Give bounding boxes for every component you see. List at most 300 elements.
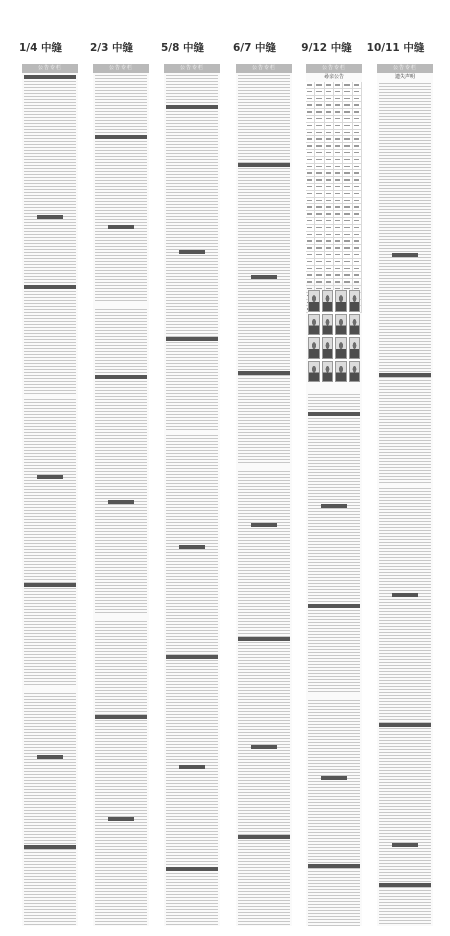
table-cell <box>325 245 334 251</box>
table-cell <box>353 252 362 258</box>
column-header: 公告专栏 <box>164 64 220 73</box>
table-cell <box>343 157 352 163</box>
column-title-5-8: 5/8 中缝 <box>160 42 205 54</box>
notice-heading <box>95 715 147 719</box>
table-row <box>306 266 362 273</box>
table-cell <box>325 164 334 170</box>
paragraph-gap <box>379 483 431 488</box>
table-cell <box>315 157 324 163</box>
table-cell <box>315 123 324 129</box>
column-header: 公告专栏 <box>236 64 292 73</box>
table-cell <box>343 102 352 108</box>
table-row <box>306 157 362 164</box>
table-row <box>306 96 362 103</box>
notice-subheading: 尋亲公告 <box>306 74 362 81</box>
table-cell <box>325 96 334 102</box>
table-cell <box>306 252 315 258</box>
portrait-photo <box>335 337 347 359</box>
table-cell <box>353 157 362 163</box>
portrait-photo <box>322 361 334 383</box>
notice-column-1-4 <box>22 64 78 926</box>
notice-heading <box>392 253 418 257</box>
notice-heading <box>179 545 205 549</box>
table-cell <box>306 96 315 102</box>
table-cell <box>306 116 315 122</box>
table-cell <box>353 184 362 190</box>
table-cell <box>306 123 315 129</box>
table-cell <box>315 225 324 231</box>
roster-table <box>306 82 362 282</box>
table-row <box>306 170 362 177</box>
table-cell <box>325 191 334 197</box>
table-cell <box>315 136 324 142</box>
notice-heading <box>379 883 431 887</box>
table-cell <box>334 266 343 272</box>
table-row <box>306 259 362 266</box>
table-cell <box>343 204 352 210</box>
notice-heading <box>308 412 360 416</box>
paragraph-gap <box>308 694 360 698</box>
notice-subheading: 遗失声明 <box>377 74 433 81</box>
table-cell <box>334 130 343 136</box>
table-cell <box>306 232 315 238</box>
table-cell <box>306 272 315 278</box>
table-cell <box>343 272 352 278</box>
table-cell <box>353 272 362 278</box>
notice-heading <box>251 275 277 279</box>
table-cell <box>334 164 343 170</box>
table-cell <box>343 279 352 285</box>
table-row <box>306 232 362 239</box>
column-header: 公告专栏 <box>306 64 362 73</box>
notice-heading <box>108 500 134 504</box>
table-row <box>306 184 362 191</box>
table-cell <box>325 123 334 129</box>
table-cell <box>315 259 324 265</box>
column-title-9-12: 9/12 中缝 <box>301 42 352 54</box>
table-cell <box>306 164 315 170</box>
table-row <box>306 204 362 211</box>
table-cell <box>343 211 352 217</box>
table-cell <box>325 218 334 224</box>
portrait-photo <box>349 290 361 312</box>
table-cell <box>325 252 334 258</box>
notice-heading <box>308 604 360 608</box>
table-row <box>306 218 362 225</box>
table-cell <box>325 150 334 156</box>
paragraph-gap <box>95 615 147 619</box>
table-cell <box>306 198 315 204</box>
table-cell <box>315 177 324 183</box>
column-text-body <box>379 83 431 926</box>
table-cell <box>334 89 343 95</box>
table-cell <box>334 191 343 197</box>
table-cell <box>334 232 343 238</box>
table-cell <box>306 238 315 244</box>
table-cell <box>334 143 343 149</box>
table-cell <box>343 109 352 115</box>
portrait-photo <box>322 314 334 336</box>
table-cell <box>353 245 362 251</box>
table-cell <box>334 225 343 231</box>
table-cell <box>353 130 362 136</box>
table-cell <box>306 109 315 115</box>
table-row <box>306 130 362 137</box>
notice-heading <box>24 845 76 849</box>
portrait-photo <box>308 337 320 359</box>
portrait-photo <box>335 290 347 312</box>
table-cell <box>353 89 362 95</box>
table-cell <box>315 279 324 285</box>
table-cell <box>334 245 343 251</box>
table-row <box>306 225 362 232</box>
table-cell <box>343 245 352 251</box>
column-title-1-4: 1/4 中缝 <box>18 42 63 54</box>
table-cell <box>343 116 352 122</box>
portrait-photo <box>308 290 320 312</box>
column-text-body <box>24 75 76 926</box>
table-cell <box>325 130 334 136</box>
table-cell <box>343 225 352 231</box>
notice-heading <box>108 817 134 821</box>
table-row <box>306 272 362 279</box>
column-title-2-3: 2/3 中缝 <box>89 42 134 54</box>
table-cell <box>315 170 324 176</box>
table-cell <box>315 204 324 210</box>
table-row <box>306 177 362 184</box>
notice-heading <box>251 523 277 527</box>
table-cell <box>334 252 343 258</box>
column-text-body <box>166 75 218 926</box>
table-cell <box>334 238 343 244</box>
table-cell <box>343 136 352 142</box>
notice-heading <box>392 593 418 597</box>
column-title-6-7: 6/7 中缝 <box>232 42 277 54</box>
table-cell <box>334 211 343 217</box>
table-cell <box>325 116 334 122</box>
table-row <box>306 143 362 150</box>
table-cell <box>343 170 352 176</box>
table-cell <box>306 191 315 197</box>
table-cell <box>315 245 324 251</box>
table-cell <box>325 259 334 265</box>
table-cell <box>306 136 315 142</box>
table-cell <box>334 272 343 278</box>
table-cell <box>306 279 315 285</box>
column-text-body <box>238 75 290 926</box>
table-cell <box>325 157 334 163</box>
table-cell <box>315 82 324 88</box>
portrait-photo <box>349 314 361 336</box>
table-cell <box>325 177 334 183</box>
notice-heading <box>108 225 134 229</box>
notice-heading <box>238 835 290 839</box>
notice-heading <box>95 375 147 379</box>
table-cell <box>325 232 334 238</box>
column-header: 公告专栏 <box>93 64 149 73</box>
table-cell <box>325 279 334 285</box>
table-cell <box>353 123 362 129</box>
table-cell <box>334 218 343 224</box>
table-cell <box>315 130 324 136</box>
portrait-photo <box>322 290 334 312</box>
notice-heading <box>166 655 218 659</box>
table-cell <box>353 177 362 183</box>
table-cell <box>325 82 334 88</box>
table-cell <box>353 191 362 197</box>
table-row <box>306 238 362 245</box>
table-cell <box>334 102 343 108</box>
table-cell <box>343 130 352 136</box>
table-cell <box>334 150 343 156</box>
table-row <box>306 102 362 109</box>
notice-heading <box>24 583 76 587</box>
table-cell <box>315 96 324 102</box>
table-cell <box>315 102 324 108</box>
table-cell <box>353 150 362 156</box>
table-cell <box>343 252 352 258</box>
table-row <box>306 164 362 171</box>
table-cell <box>334 279 343 285</box>
table-row <box>306 211 362 218</box>
table-row <box>306 198 362 205</box>
table-cell <box>353 198 362 204</box>
table-row <box>306 191 362 198</box>
notice-heading <box>308 864 360 868</box>
table-cell <box>306 82 315 88</box>
portrait-photo <box>335 361 347 383</box>
table-cell <box>306 102 315 108</box>
table-cell <box>334 136 343 142</box>
paragraph-gap <box>166 431 218 435</box>
table-cell <box>353 204 362 210</box>
notice-heading <box>166 337 218 341</box>
table-cell <box>343 184 352 190</box>
table-cell <box>353 225 362 231</box>
notice-heading <box>238 163 290 167</box>
table-cell <box>306 170 315 176</box>
table-cell <box>315 143 324 149</box>
table-cell <box>315 89 324 95</box>
table-cell <box>315 218 324 224</box>
table-cell <box>343 259 352 265</box>
paragraph-gap <box>24 395 76 399</box>
table-cell <box>306 211 315 217</box>
notice-heading <box>37 475 63 479</box>
table-cell <box>315 232 324 238</box>
table-cell <box>315 116 324 122</box>
table-cell <box>315 109 324 115</box>
table-cell <box>325 102 334 108</box>
paragraph-gap <box>24 687 76 691</box>
portrait-photo <box>308 314 320 336</box>
table-cell <box>353 82 362 88</box>
table-cell <box>325 170 334 176</box>
notice-heading <box>321 776 347 780</box>
table-row <box>306 136 362 143</box>
table-cell <box>353 102 362 108</box>
table-cell <box>343 150 352 156</box>
notice-heading <box>179 765 205 769</box>
table-cell <box>334 170 343 176</box>
column-header: 公告专栏 <box>22 64 78 73</box>
notice-heading <box>238 637 290 641</box>
table-cell <box>343 82 352 88</box>
table-cell <box>334 116 343 122</box>
table-cell <box>343 232 352 238</box>
table-cell <box>325 272 334 278</box>
notice-heading <box>95 135 147 139</box>
table-cell <box>306 89 315 95</box>
portrait-photo <box>349 361 361 383</box>
table-cell <box>306 204 315 210</box>
table-row <box>306 150 362 157</box>
table-cell <box>325 211 334 217</box>
photo-grid <box>308 290 360 382</box>
table-cell <box>343 191 352 197</box>
notice-column-5-8 <box>164 64 220 926</box>
portrait-photo <box>308 361 320 383</box>
table-cell <box>315 272 324 278</box>
table-row <box>306 123 362 130</box>
table-cell <box>325 184 334 190</box>
table-cell <box>306 184 315 190</box>
column-header: 公告专栏 <box>377 64 433 73</box>
table-row <box>306 109 362 116</box>
table-cell <box>315 184 324 190</box>
table-cell <box>353 232 362 238</box>
table-row <box>306 116 362 123</box>
table-cell <box>334 198 343 204</box>
notice-heading <box>166 867 218 871</box>
notice-column-2-3 <box>93 64 149 926</box>
notice-heading <box>251 745 277 749</box>
table-cell <box>343 198 352 204</box>
notice-heading <box>238 371 290 375</box>
table-cell <box>353 143 362 149</box>
table-cell <box>353 211 362 217</box>
notice-column-9-12 <box>306 64 362 926</box>
table-cell <box>353 218 362 224</box>
column-title-10-11: 10/11 中缝 <box>366 42 425 54</box>
table-cell <box>353 164 362 170</box>
table-cell <box>334 184 343 190</box>
table-row <box>306 82 362 89</box>
table-cell <box>334 259 343 265</box>
notice-column-10-11 <box>377 64 433 926</box>
notice-heading <box>166 105 218 109</box>
table-cell <box>343 266 352 272</box>
table-cell <box>325 198 334 204</box>
notice-heading <box>321 504 347 508</box>
portrait-photo <box>349 337 361 359</box>
table-cell <box>325 89 334 95</box>
table-cell <box>334 157 343 163</box>
table-cell <box>353 170 362 176</box>
notice-heading <box>179 250 205 254</box>
table-cell <box>325 204 334 210</box>
table-cell <box>306 130 315 136</box>
table-cell <box>306 218 315 224</box>
table-cell <box>343 218 352 224</box>
notice-heading <box>37 215 63 219</box>
table-cell <box>334 177 343 183</box>
table-cell <box>353 116 362 122</box>
notice-heading <box>37 755 63 759</box>
table-cell <box>325 238 334 244</box>
table-cell <box>343 177 352 183</box>
table-cell <box>306 266 315 272</box>
table-cell <box>334 123 343 129</box>
notice-heading <box>392 843 418 847</box>
table-cell <box>353 109 362 115</box>
table-cell <box>306 225 315 231</box>
table-cell <box>343 89 352 95</box>
table-cell <box>334 82 343 88</box>
table-cell <box>325 266 334 272</box>
table-cell <box>325 143 334 149</box>
table-cell <box>306 143 315 149</box>
table-cell <box>334 204 343 210</box>
table-row <box>306 89 362 96</box>
notice-heading <box>24 75 76 79</box>
table-cell <box>353 96 362 102</box>
portrait-photo <box>335 314 347 336</box>
table-cell <box>315 266 324 272</box>
notice-heading <box>24 285 76 289</box>
paragraph-gap <box>238 465 290 470</box>
table-cell <box>343 238 352 244</box>
table-cell <box>334 96 343 102</box>
table-cell <box>306 177 315 183</box>
table-cell <box>315 150 324 156</box>
table-cell <box>325 225 334 231</box>
table-cell <box>306 150 315 156</box>
table-cell <box>306 245 315 251</box>
table-cell <box>315 211 324 217</box>
table-cell <box>353 136 362 142</box>
table-row <box>306 279 362 286</box>
table-cell <box>343 123 352 129</box>
table-row <box>306 245 362 252</box>
table-cell <box>315 198 324 204</box>
table-cell <box>353 266 362 272</box>
column-text-body <box>308 394 360 926</box>
table-cell <box>306 157 315 163</box>
table-row <box>306 252 362 259</box>
table-cell <box>343 164 352 170</box>
table-cell <box>343 143 352 149</box>
table-cell <box>343 96 352 102</box>
paragraph-gap <box>95 303 147 308</box>
table-cell <box>306 259 315 265</box>
table-cell <box>334 109 343 115</box>
table-cell <box>325 109 334 115</box>
table-cell <box>353 279 362 285</box>
notice-heading <box>379 723 431 727</box>
table-cell <box>315 238 324 244</box>
table-cell <box>315 191 324 197</box>
table-cell <box>353 259 362 265</box>
table-cell <box>353 238 362 244</box>
table-cell <box>315 164 324 170</box>
notice-column-6-7 <box>236 64 292 926</box>
portrait-photo <box>322 337 334 359</box>
notice-heading <box>379 373 431 377</box>
table-cell <box>325 136 334 142</box>
table-cell <box>315 252 324 258</box>
column-text-body <box>95 75 147 926</box>
